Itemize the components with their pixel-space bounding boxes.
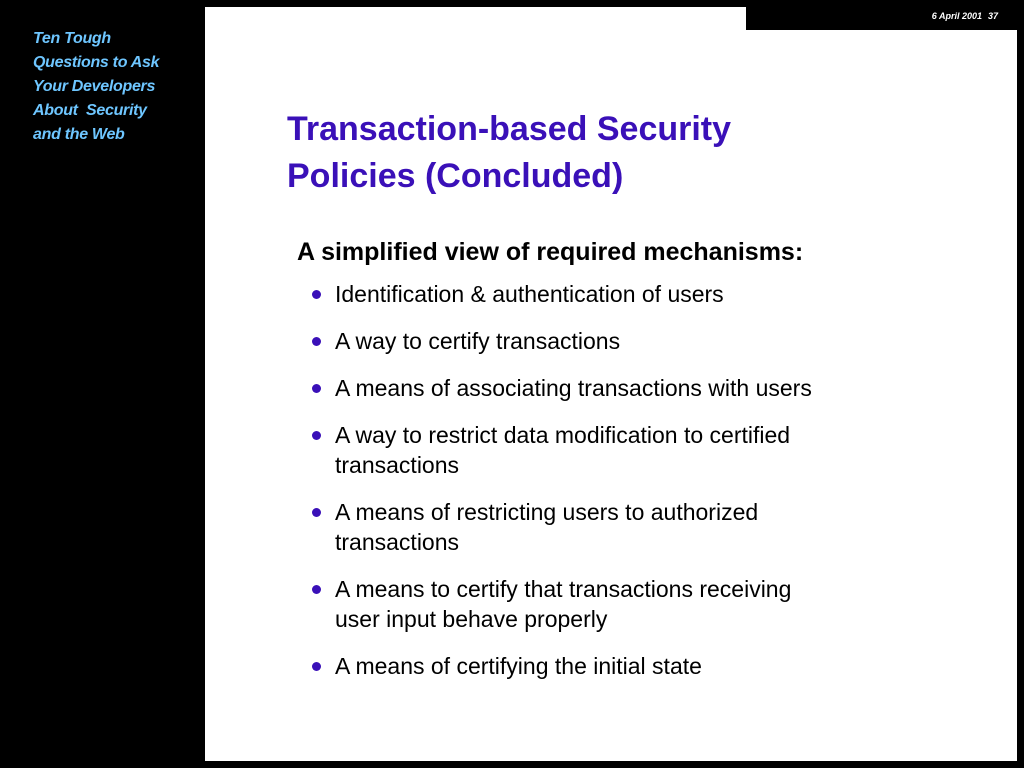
- bullet-dot-icon: [312, 384, 321, 393]
- bullet-item: [310, 326, 950, 356]
- slide-date: 6 April 2001: [931, 11, 982, 21]
- bullet-dot-icon: [312, 662, 321, 671]
- bullet-line: A means to certify that transactions receiving: [335, 576, 792, 602]
- bullet-text: [335, 420, 950, 480]
- bullet-item: [310, 420, 950, 480]
- bullet-dot-icon: [312, 585, 321, 594]
- bullet-dot-icon: [312, 508, 321, 517]
- bullet-text: [335, 497, 950, 557]
- bullet-dot-icon: [312, 290, 321, 299]
- slide-title: [287, 106, 927, 200]
- sidebar-title-line: About Security: [33, 102, 147, 119]
- sidebar-title-line: Your Developers: [33, 78, 156, 95]
- sidebar-title: [33, 27, 198, 147]
- bullet-line: A way to certify transactions: [335, 328, 621, 354]
- bullet-dot-icon: [312, 431, 321, 440]
- slide-title-line: Transaction-based Security: [287, 110, 732, 148]
- bullet-line: A means of associating transactions with users: [335, 375, 812, 401]
- bullet-text: [335, 651, 950, 681]
- subheading: A simplified view of required mechanisms:: [297, 238, 804, 266]
- bullet-item: [310, 373, 950, 403]
- bullet-list: [310, 279, 950, 698]
- sidebar-title-line: Ten Tough: [33, 30, 111, 47]
- bullet-text: [335, 326, 950, 356]
- bullet-text: [335, 279, 950, 309]
- bullet-line: user input behave properly: [335, 606, 608, 632]
- bullet-item: [310, 651, 950, 681]
- bullet-item: [310, 497, 950, 557]
- bullet-text: [335, 574, 950, 634]
- bullet-line: transactions: [335, 529, 460, 555]
- bullet-item: [310, 279, 950, 309]
- date-footer: [932, 11, 998, 21]
- bullet-line: transactions: [335, 452, 460, 478]
- sidebar-title-line: Questions to Ask: [33, 54, 160, 71]
- bullet-dot-icon: [312, 337, 321, 346]
- bullet-line: Identification & authentication of users: [335, 281, 724, 307]
- bullet-line: A means of restricting users to authorized: [335, 499, 759, 525]
- bullet-line: A way to restrict data modification to certified: [335, 422, 791, 448]
- bullet-item: [310, 574, 950, 634]
- bullet-line: A means of certifying the initial state: [335, 653, 702, 679]
- slide-title-line: Policies (Concluded): [287, 157, 624, 195]
- sidebar-title-line: and the Web: [33, 126, 125, 143]
- header-bar: [746, 0, 1024, 30]
- page-number: 37: [987, 11, 998, 21]
- bullet-text: [335, 373, 950, 403]
